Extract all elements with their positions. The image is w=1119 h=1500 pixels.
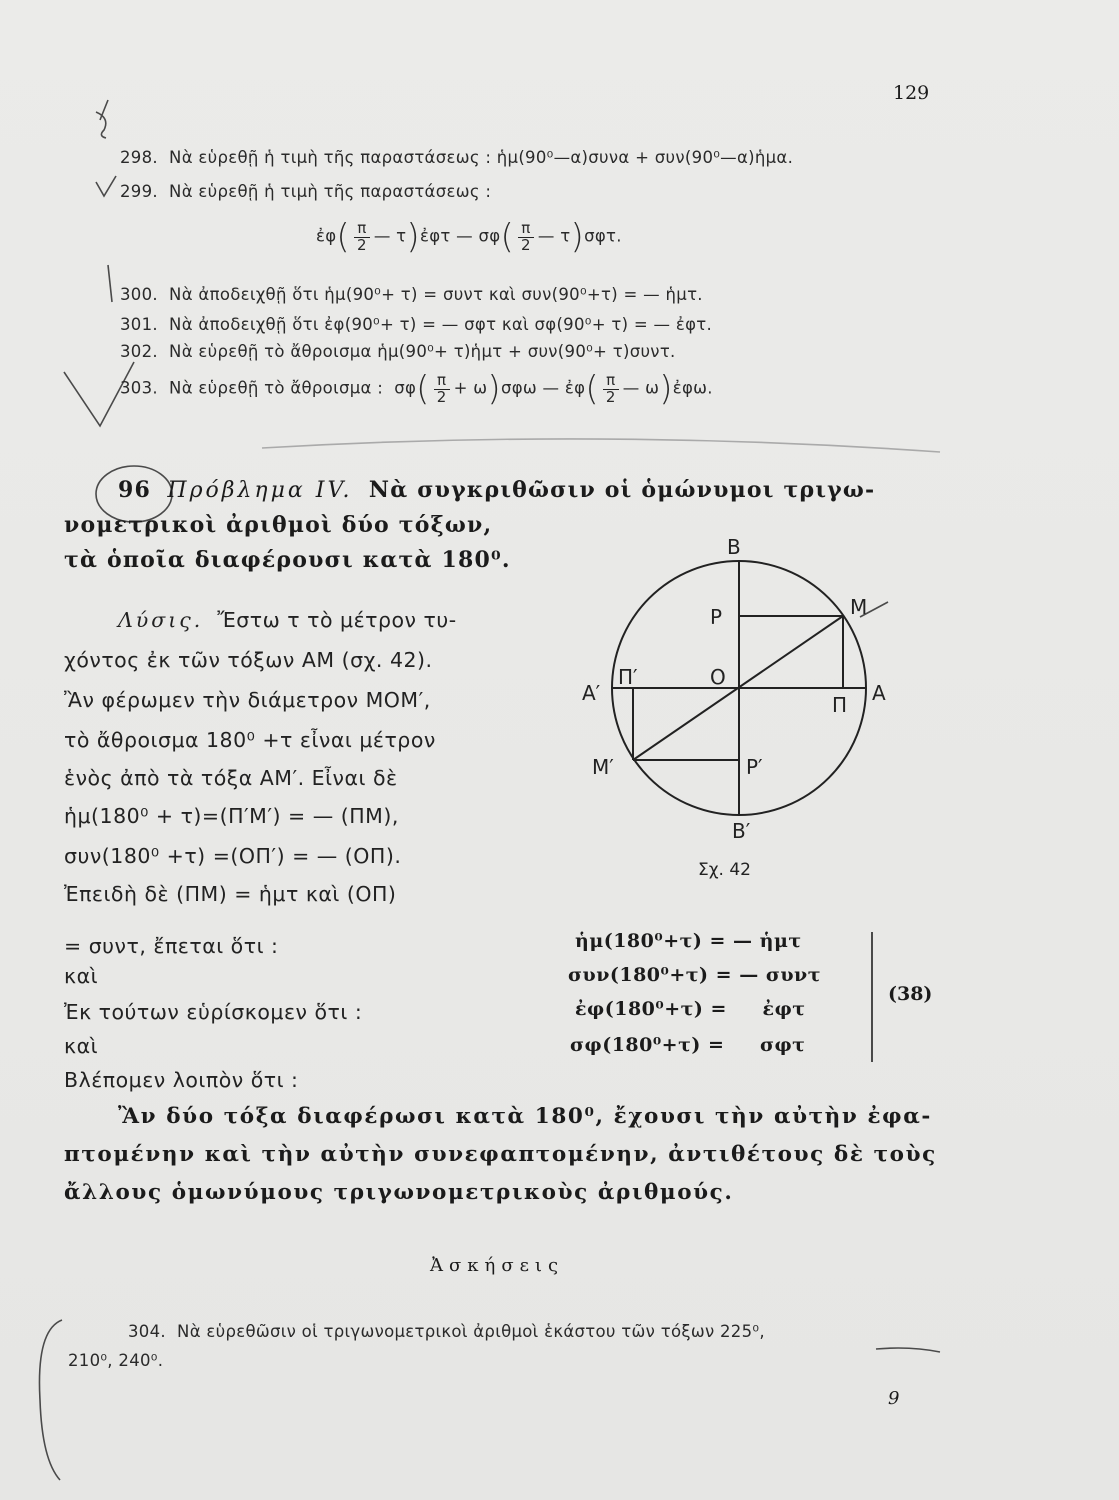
result-left-2: καὶ xyxy=(64,964,99,988)
solution-line-1: Λύσις. Ἔστω τ τὸ μέτρον τυ- xyxy=(118,608,457,632)
label-A: Α xyxy=(872,681,886,705)
label-Pip: Π′ xyxy=(618,665,638,689)
label-Ap: Α′ xyxy=(582,681,601,705)
signature-mark: 9 xyxy=(888,1388,900,1409)
problem-label: Πρόβλημα IV. xyxy=(167,478,353,503)
problem-heading xyxy=(118,477,875,503)
exercise-304-cont: 210⁰, 240⁰. xyxy=(68,1351,164,1370)
problem-title-2: νομετρικοὶ ἀριθμοὶ δύο τόξων, xyxy=(64,512,493,538)
solution-line-6: ἡμ(180⁰ + τ)=(Π′Μ′) = — (ΠΜ), xyxy=(64,804,399,828)
label-Pp: Ρ′ xyxy=(746,755,763,779)
label-Mp: Μ′ xyxy=(592,755,614,779)
label-Bp: Β′ xyxy=(732,819,751,843)
result-left-1: = συντ, ἔπεται ὅτι : xyxy=(64,934,279,958)
label-M: Μ xyxy=(850,595,868,619)
formula-299: ἐφ( $\frac{\pi}{2}$ — τ)ἐφτ — σφ( $\frac{\pi}{2}$ — τ)σφτ. xyxy=(316,217,622,257)
problem-number: 96 xyxy=(118,477,152,503)
result-left-4: καὶ xyxy=(64,1034,99,1058)
solution-line-2: χόντος ἐκ τῶν τόξων ΑΜ (σχ. 42). xyxy=(64,648,433,672)
solution-line-7: συν(180⁰ +τ) =(ΟΠ′) = — (ΟΠ). xyxy=(64,844,402,868)
exercise-300: 300. Νὰ ἀποδειχθῇ ὅτι ἡμ(90⁰+ τ) = συντ καὶ συν(90⁰+τ) = — ἡμτ. xyxy=(120,285,703,304)
label-Pi: Π xyxy=(832,693,848,717)
formula-sin: ἡμ(180⁰+τ) = — ἡμτ xyxy=(575,930,802,952)
formula-cot: σφ(180⁰+τ) = σφτ xyxy=(570,1034,806,1056)
exercises-heading: Ἀσκήσεις xyxy=(430,1255,565,1276)
result-left-3: Ἐκ τούτων εὑρίσκομεν ὅτι : xyxy=(64,1000,363,1024)
conclusion-line-2: πτομένην καὶ τὴν αὐτὴν συνεφαπτομένην, ἀντιθέτους δὲ τοὺς xyxy=(64,1142,937,1167)
label-B: Β xyxy=(727,535,741,559)
exercise-302: 302. Νὰ εὑρεθῇ τὸ ἄθροισμα ἡμ(90⁰+ τ)ἡμτ + συν(90⁰+ τ)συντ. xyxy=(120,342,676,361)
solution-label: Λύσις. xyxy=(118,608,204,632)
equation-number: (38) xyxy=(888,983,933,1005)
brace xyxy=(860,930,890,1064)
figure-caption: Σχ. 42 xyxy=(698,860,752,880)
conclusion-line-3: ἄλλους ὁμωνύμους τριγωνομετρικοὺς ἀριθμούς. xyxy=(64,1180,734,1205)
exercise-304: 304. Νὰ εὑρεθῶσιν οἱ τριγωνομετρικοὶ ἀριθμοὶ ἑκάστου τῶν τόξων 225⁰, xyxy=(128,1322,765,1341)
solution-line-5: ἑνὸς ἀπὸ τὰ τόξα ΑΜ′. Εἶναι δὲ xyxy=(64,766,398,790)
problem-title-1: Νὰ συγκριθῶσιν οἱ ὁμώνυμοι τριγω- xyxy=(368,477,876,503)
solution-line-8: Ἐπειδὴ δὲ (ΠΜ) = ἡμτ καὶ (ΟΠ) xyxy=(64,882,397,906)
formula-tan: ἐφ(180⁰+τ) = ἐφτ xyxy=(575,998,806,1020)
label-P: Ρ xyxy=(710,605,723,629)
exercise-303: 303. Νὰ εὑρεθῇ τὸ ἄθροισμα : σφ( $\frac{\pi}{2}$ + ω)σφω — ἐφ( $\frac{\pi}{2}$ — ω)ἐφω. xyxy=(120,369,713,409)
solution-line-4: τὸ ἄθροισμα 180⁰ +τ εἶναι μέτρον xyxy=(64,728,436,752)
result-left-5: Βλέπομεν λοιπὸν ὅτι : xyxy=(64,1068,299,1092)
figure-42-unit-circle xyxy=(560,520,940,890)
exercise-301: 301. Νὰ ἀποδειχθῇ ὅτι ἐφ(90⁰+ τ) = — σφτ καὶ σφ(90⁰+ τ) = — ἐφτ. xyxy=(120,315,713,334)
conclusion-line-1: Ἂν δύο τόξα διαφέρωσι κατὰ 180⁰, ἔχουσι τὴν αὐτὴν ἐφα- xyxy=(118,1104,932,1129)
formula-cos: συν(180⁰+τ) = — συντ xyxy=(568,964,821,986)
solution-line-3: Ἂν φέρωμεν τὴν διάμετρον ΜΟΜ′, xyxy=(64,688,431,712)
problem-title-3: τὰ ὁποῖα διαφέρουσι κατὰ 180⁰. xyxy=(64,547,511,573)
exercise-298: 298. Νὰ εὑρεθῇ ἡ τιμὴ τῆς παραστάσεως : ἡμ(90⁰—α)συνα + συν(90⁰—α)ἡμα. xyxy=(120,148,794,167)
exercise-299: 299. Νὰ εὑρεθῇ ἡ τιμὴ τῆς παραστάσεως : xyxy=(120,182,492,201)
page-number: 129 xyxy=(893,82,930,104)
label-O: Ο xyxy=(710,665,726,689)
